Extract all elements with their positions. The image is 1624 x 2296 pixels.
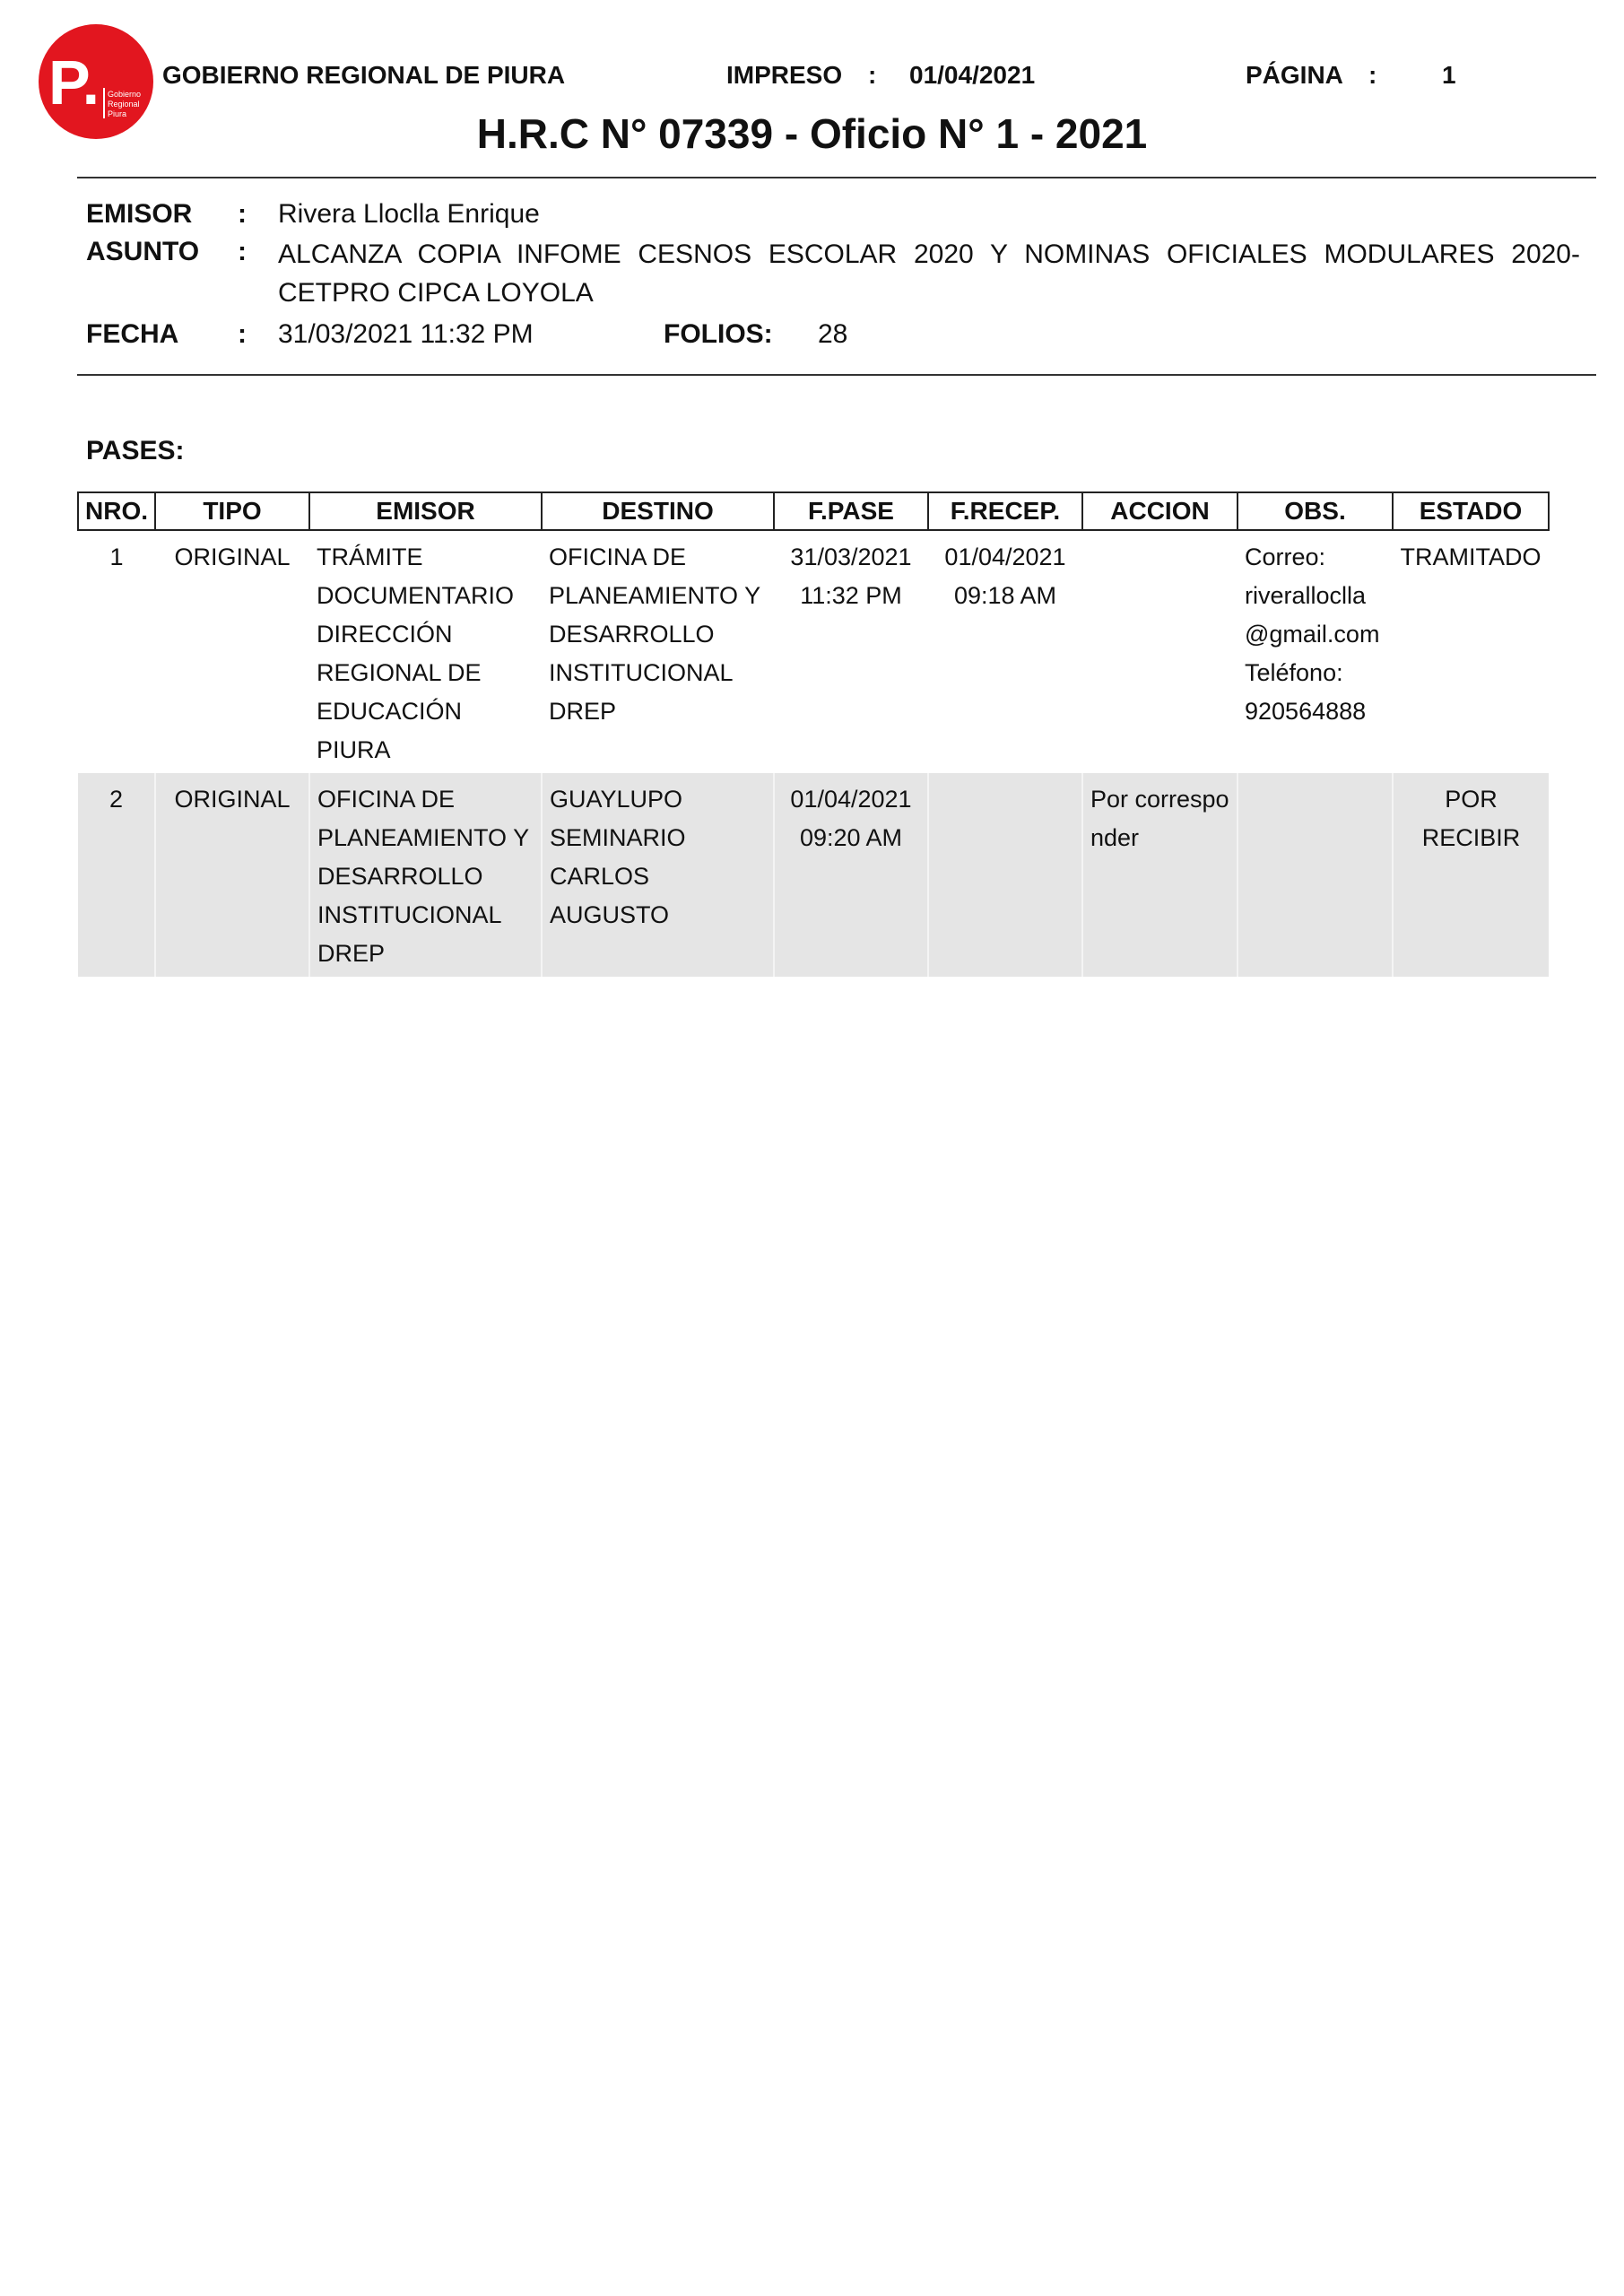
top-divider [77, 177, 1596, 178]
cell-estado: TRAMITADO [1400, 544, 1541, 570]
org-name: GOBIERNO REGIONAL DE PIURA [162, 61, 566, 89]
printed-colon: : [868, 61, 877, 89]
table-row [78, 773, 1549, 977]
cell-accion: Por corresponder [1082, 773, 1238, 977]
asunto-label: ASUNTO [86, 237, 200, 266]
col-header-nro: NRO. [78, 492, 155, 530]
emisor-colon: : [238, 199, 247, 229]
col-header-destino: DESTINO [542, 492, 774, 530]
pases-heading: PASES: [86, 436, 185, 465]
col-header-estado: ESTADO [1393, 492, 1549, 530]
cell-estado: POR RECIBIR [1393, 773, 1549, 977]
col-header-frecep: F.RECEP. [928, 492, 1082, 530]
pases-table [77, 491, 1550, 977]
asunto-colon: : [238, 237, 247, 266]
emisor-label: EMISOR [86, 199, 193, 229]
fecha-value: 31/03/2021 11:32 PM [278, 319, 534, 349]
obs-line: Teléfono: [1245, 659, 1343, 686]
cell-tipo: ORIGINAL [155, 773, 309, 977]
page-number: 1 [1442, 61, 1456, 89]
printed-date: 01/04/2021 [909, 61, 1036, 89]
cell-nro: 2 [78, 773, 155, 977]
cell-f-pase: 01/04/2021 09:20 AM [774, 773, 928, 977]
obs-line: riveralloclla [1245, 582, 1367, 609]
col-header-tipo: TIPO [155, 492, 309, 530]
cell-f-recep: 01/04/2021 09:18 AM [944, 544, 1066, 609]
col-header-obs: OBS. [1238, 492, 1393, 530]
col-header-emisor: EMISOR [309, 492, 542, 530]
svg-text:P.: P. [48, 48, 100, 117]
svg-text:Gobierno: Gobierno [108, 90, 142, 99]
obs-line: 920564888 [1245, 698, 1367, 725]
asunto-value: ALCANZA COPIA INFOME CESNOS ESCOLAR 2020 Y NOMINAS OFICIALES MODULARES 2020-CETPRO CIPCA LOYOLA [278, 239, 1580, 308]
cell-emisor: OFICINA DE PLANEAMIENTO Y DESARROLLO INSTITUCIONAL DREP [309, 773, 542, 977]
fecha-label: FECHA [86, 319, 179, 349]
page-label: PÁGINA [1246, 61, 1343, 89]
table-header-row [78, 492, 1549, 530]
printed-label: IMPRESO [726, 61, 843, 89]
svg-text:Regional: Regional [108, 100, 140, 109]
table-row [78, 530, 1549, 773]
cell-nro: 1 [109, 544, 124, 570]
col-header-accion: ACCION [1082, 492, 1238, 530]
cell-emisor: TRÁMITE DOCUMENTARIO DIRECCIÓN REGIONAL DE EDUCACIÓN PIURA [317, 544, 514, 763]
obs-line: @gmail.com [1245, 621, 1380, 648]
col-header-fpase: F.PASE [774, 492, 928, 530]
folios-label: FOLIOS: [664, 319, 773, 349]
document-title: H.R.C N° 07339 - Oficio N° 1 - 2021 [476, 110, 1148, 157]
cell-f-recep [928, 773, 1082, 977]
cell-f-pase: 31/03/2021 11:32 PM [790, 544, 912, 609]
emisor-value: Rivera Lloclla Enrique [278, 199, 540, 229]
cell-destino: OFICINA DE PLANEAMIENTO Y DESARROLLO INSTITUCIONAL DREP [549, 544, 760, 725]
cell-obs [1238, 530, 1393, 773]
page-colon: : [1368, 61, 1377, 89]
cell-obs [1238, 773, 1393, 977]
cell-destino: GUAYLUPO SEMINARIO CARLOS AUGUSTO [542, 773, 774, 977]
folios-value: 28 [818, 319, 848, 349]
meta-divider [77, 374, 1596, 376]
cell-tipo: ORIGINAL [174, 544, 291, 570]
obs-line: Correo: [1245, 544, 1326, 570]
cell-accion [1082, 530, 1238, 773]
fecha-colon: : [238, 319, 247, 349]
svg-text:Piura: Piura [108, 109, 127, 118]
